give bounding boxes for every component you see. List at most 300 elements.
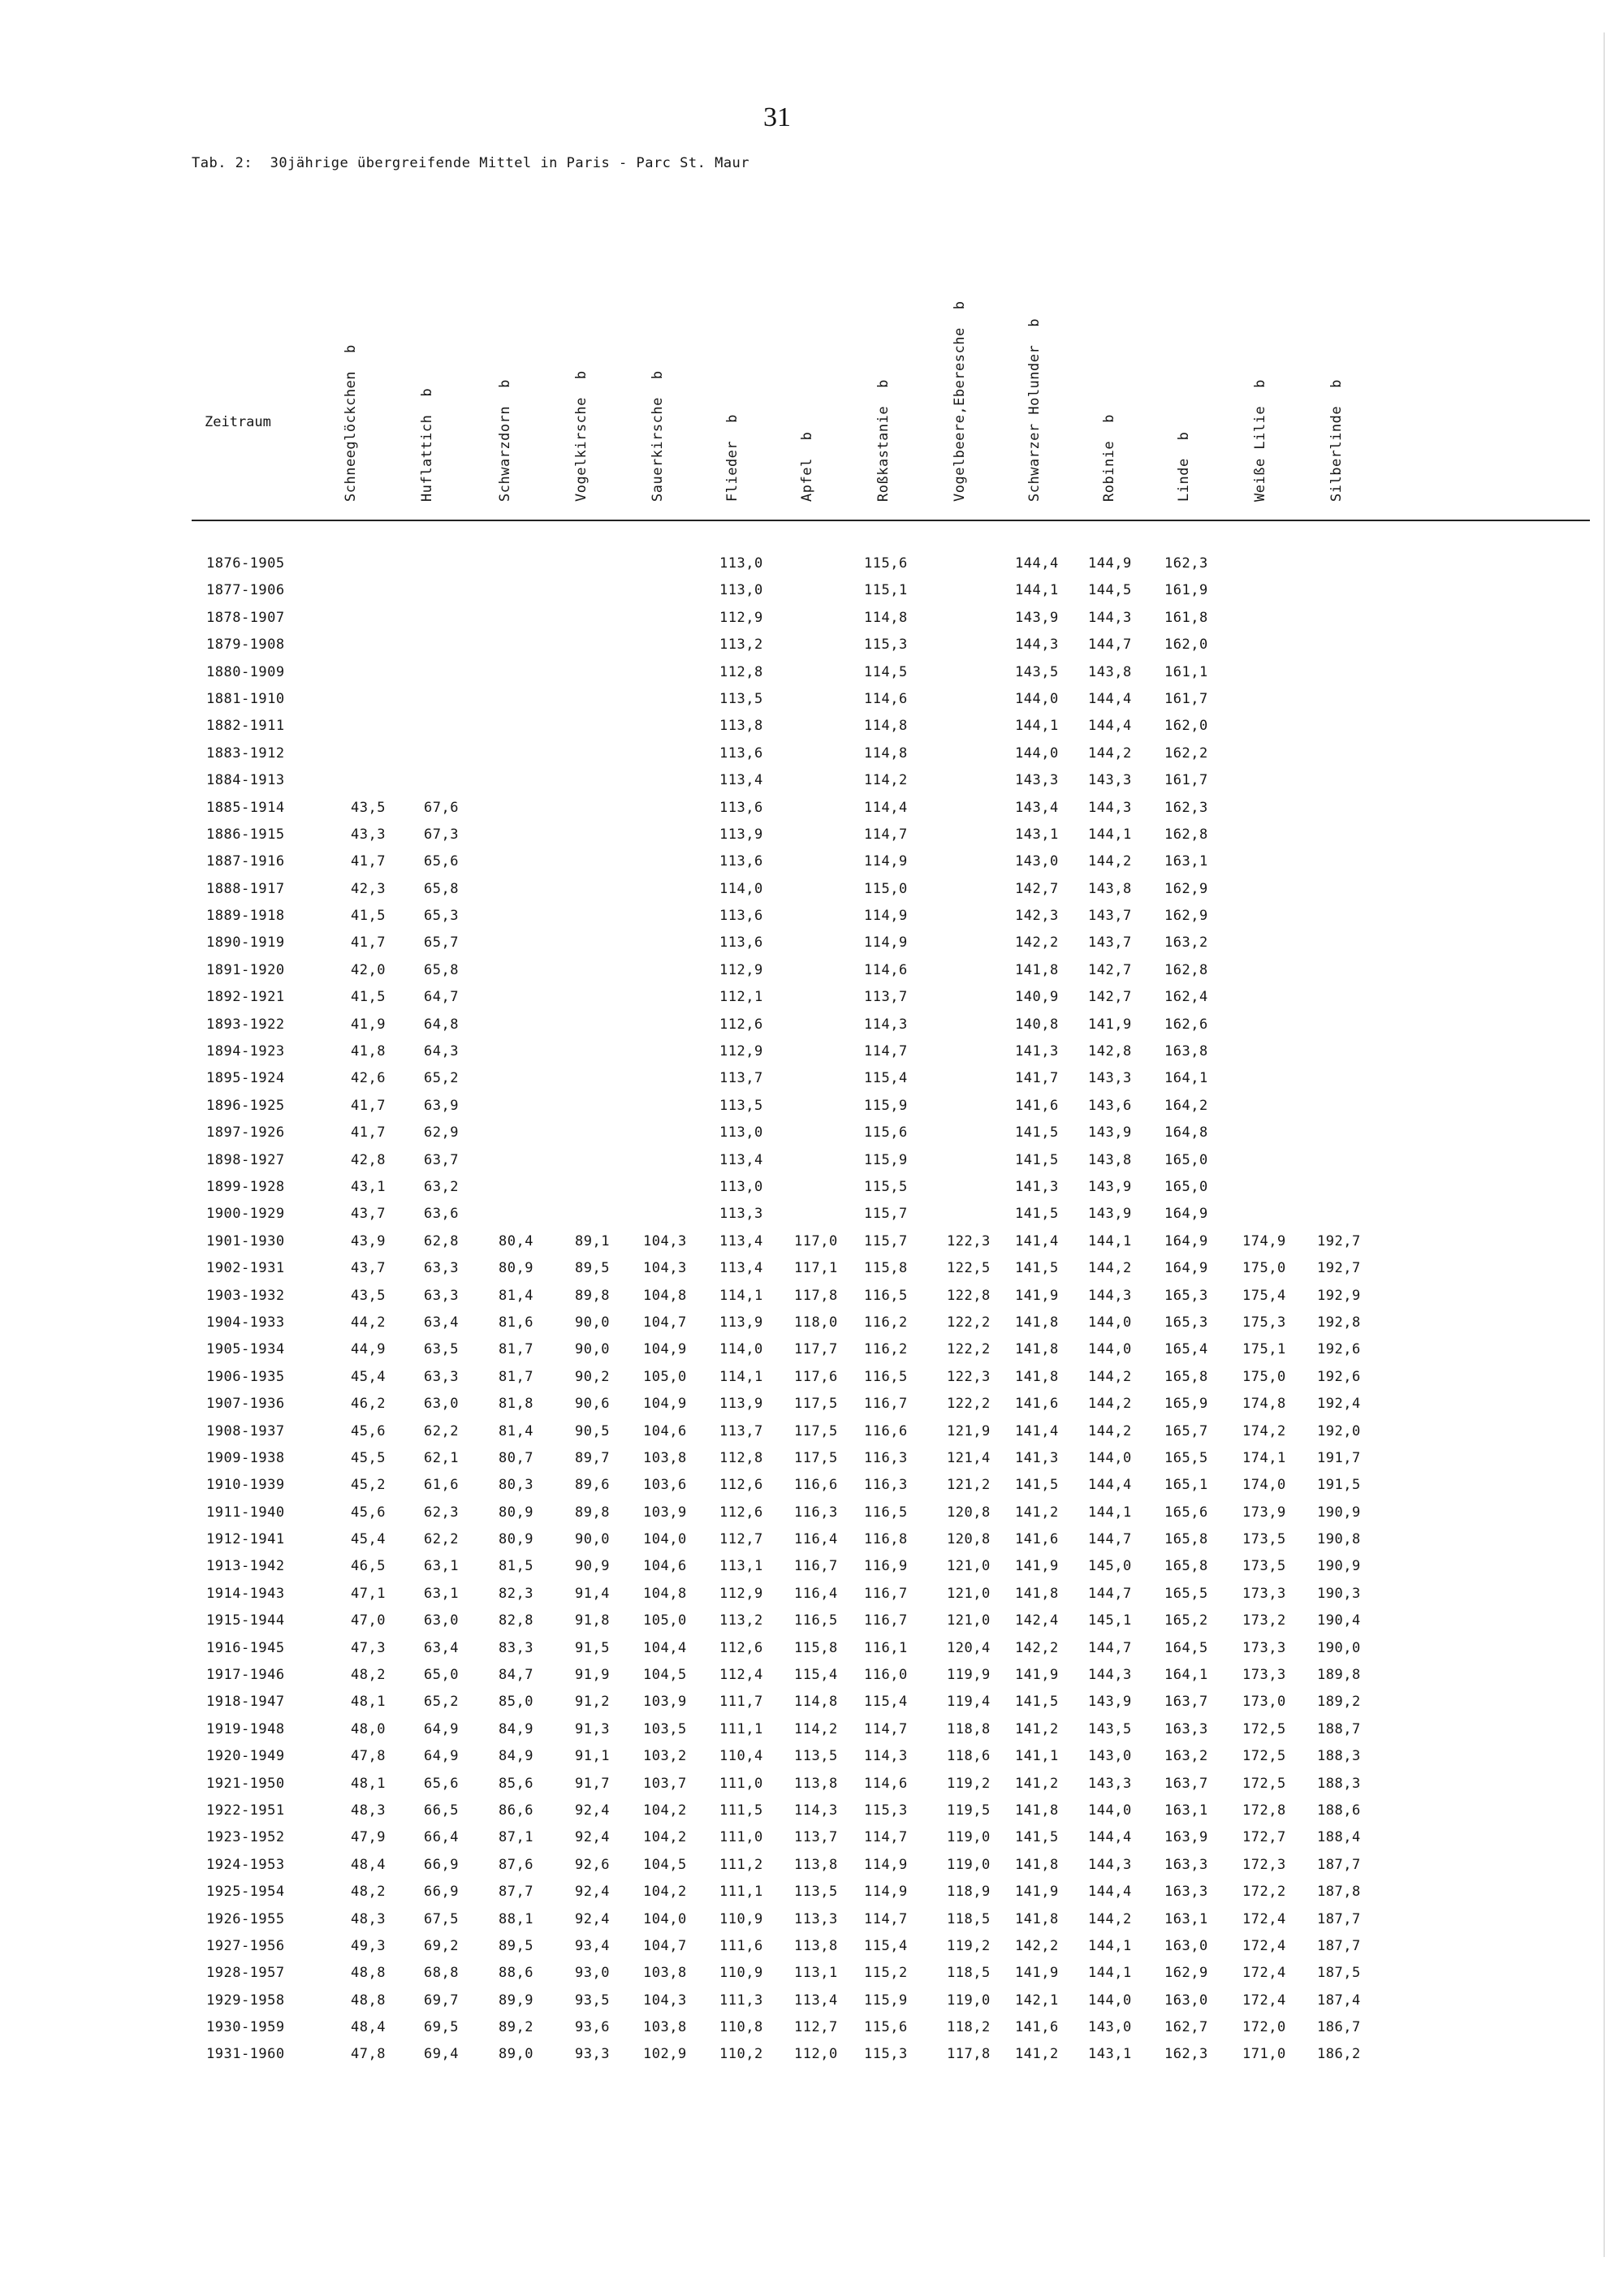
column-header-label: Robinie <box>1101 440 1117 502</box>
table-row <box>0 1558 1624 1585</box>
value-cell-schwarzer_holunder: 141,6 <box>1015 1396 1059 1413</box>
period-cell: 1913-1942 <box>206 1558 285 1575</box>
value-cell-schwarzdorn: 85,0 <box>499 1694 533 1711</box>
value-cell-schwarzdorn: 84,7 <box>499 1667 533 1684</box>
column-header-schneegloeckchen <box>343 344 359 502</box>
table-row <box>0 1423 1624 1450</box>
value-cell-schneegloeckchen: 48,1 <box>351 1775 386 1792</box>
value-cell-silberlinde: 190,9 <box>1317 1558 1361 1575</box>
value-cell-sauerkirsche: 104,5 <box>643 1667 687 1684</box>
value-cell-schwarzer_holunder: 141,8 <box>1015 1585 1059 1602</box>
value-cell-rosskastanie: 114,9 <box>864 1856 908 1873</box>
value-cell-huflattich: 64,3 <box>424 1043 459 1060</box>
value-cell-rosskastanie: 115,3 <box>864 637 908 654</box>
value-cell-huflattich: 65,2 <box>424 1070 459 1087</box>
period-cell: 1905-1934 <box>206 1341 285 1358</box>
value-cell-schwarzdorn: 80,3 <box>499 1477 533 1494</box>
value-cell-rosskastanie: 114,6 <box>864 961 908 978</box>
value-cell-huflattich: 63,3 <box>424 1287 459 1304</box>
value-cell-schneegloeckchen: 42,8 <box>351 1151 386 1168</box>
value-cell-robinie: 143,8 <box>1088 1151 1132 1168</box>
value-cell-schwarzer_holunder: 141,9 <box>1015 1965 1059 1982</box>
value-cell-schwarzdorn: 88,6 <box>499 1965 533 1982</box>
table-row <box>0 718 1624 744</box>
table-row <box>0 664 1624 691</box>
value-cell-robinie: 143,9 <box>1088 1124 1132 1142</box>
value-cell-linde: 164,1 <box>1164 1667 1208 1684</box>
table-row <box>0 555 1624 582</box>
period-cell: 1926-1955 <box>206 1910 285 1927</box>
column-header-label: Schwarzer Holunder <box>1026 344 1043 502</box>
value-cell-vogelbeere: 122,8 <box>947 1287 991 1304</box>
value-cell-flieder: 113,7 <box>719 1422 763 1439</box>
table-title: Tab. 2: 30jährige übergreifende Mittel in Paris - Parc St. Maur <box>192 155 750 171</box>
period-cell: 1925-1954 <box>206 1884 285 1901</box>
value-cell-silberlinde: 190,8 <box>1317 1531 1361 1548</box>
value-cell-vogelbeere: 121,2 <box>947 1477 991 1494</box>
value-cell-flieder: 113,0 <box>719 555 763 572</box>
value-cell-robinie: 144,3 <box>1088 609 1132 626</box>
value-cell-schneegloeckchen: 45,4 <box>351 1368 386 1385</box>
period-cell: 1923-1952 <box>206 1829 285 1846</box>
value-cell-robinie: 143,9 <box>1088 1178 1132 1195</box>
value-cell-flieder: 112,6 <box>719 1016 763 1033</box>
value-cell-schwarzdorn: 81,4 <box>499 1422 533 1439</box>
period-cell: 1882-1911 <box>206 718 285 735</box>
value-cell-schneegloeckchen: 41,5 <box>351 989 386 1006</box>
value-cell-linde: 163,1 <box>1164 853 1208 870</box>
value-cell-linde: 162,9 <box>1164 908 1208 925</box>
value-cell-huflattich: 65,2 <box>424 1694 459 1711</box>
value-cell-huflattich: 66,4 <box>424 1829 459 1846</box>
value-cell-sauerkirsche: 104,3 <box>643 1232 687 1249</box>
column-header-label: Vogelbeere,Eberesche <box>952 327 968 502</box>
value-cell-weisse_lilie: 175,0 <box>1242 1260 1286 1277</box>
table-row <box>0 1857 1624 1884</box>
period-cell: 1890-1919 <box>206 934 285 952</box>
table-row <box>0 1640 1624 1667</box>
value-cell-schwarzer_holunder: 144,0 <box>1015 690 1059 707</box>
value-cell-vogelkirsche: 91,2 <box>575 1694 610 1711</box>
value-cell-silberlinde: 192,7 <box>1317 1232 1361 1249</box>
value-cell-linde: 165,2 <box>1164 1612 1208 1629</box>
value-cell-schwarzer_holunder: 141,5 <box>1015 1694 1059 1711</box>
value-cell-flieder: 113,3 <box>719 1206 763 1223</box>
table-row <box>0 1504 1624 1531</box>
value-cell-schneegloeckchen: 47,9 <box>351 1829 386 1846</box>
table-row <box>0 1992 1624 2019</box>
value-cell-vogelbeere: 119,4 <box>947 1694 991 1711</box>
table-row <box>0 1667 1624 1694</box>
value-cell-schwarzer_holunder: 142,1 <box>1015 1992 1059 2009</box>
table-row <box>0 1965 1624 1992</box>
value-cell-robinie: 144,1 <box>1088 826 1132 843</box>
table-row <box>0 1260 1624 1287</box>
column-header-linde <box>1176 432 1192 502</box>
value-cell-weisse_lilie: 174,8 <box>1242 1396 1286 1413</box>
column-header-vogelkirsche <box>573 370 590 502</box>
value-cell-schneegloeckchen: 44,2 <box>351 1314 386 1331</box>
value-cell-robinie: 142,8 <box>1088 1043 1132 1060</box>
value-cell-vogelbeere: 122,2 <box>947 1341 991 1358</box>
value-cell-vogelbeere: 122,3 <box>947 1232 991 1249</box>
value-cell-vogelkirsche: 92,4 <box>575 1884 610 1901</box>
value-cell-schneegloeckchen: 42,0 <box>351 961 386 978</box>
value-cell-schneegloeckchen: 41,7 <box>351 934 386 952</box>
value-cell-apfel: 117,0 <box>794 1232 838 1249</box>
value-cell-schneegloeckchen: 43,3 <box>351 826 386 843</box>
value-cell-schwarzdorn: 87,1 <box>499 1829 533 1846</box>
value-cell-robinie: 144,3 <box>1088 1667 1132 1684</box>
table-row <box>0 1233 1624 1260</box>
value-cell-apfel: 113,7 <box>794 1829 838 1846</box>
value-cell-flieder: 111,0 <box>719 1775 763 1792</box>
value-cell-linde: 164,9 <box>1164 1232 1208 1249</box>
value-cell-rosskastanie: 115,4 <box>864 1694 908 1711</box>
table-row <box>0 826 1624 853</box>
value-cell-vogelkirsche: 90,6 <box>575 1396 610 1413</box>
value-cell-silberlinde: 188,4 <box>1317 1829 1361 1846</box>
value-cell-schwarzer_holunder: 141,5 <box>1015 1151 1059 1168</box>
value-cell-flieder: 114,1 <box>719 1368 763 1385</box>
table-row <box>0 1016 1624 1043</box>
value-cell-rosskastanie: 113,7 <box>864 989 908 1006</box>
value-cell-linde: 163,7 <box>1164 1694 1208 1711</box>
value-cell-rosskastanie: 115,4 <box>864 1070 908 1087</box>
period-cell: 1894-1923 <box>206 1043 285 1060</box>
column-header-flieder <box>724 414 741 502</box>
period-cell: 1931-1960 <box>206 2046 285 2063</box>
value-cell-vogelbeere: 120,8 <box>947 1504 991 1521</box>
value-cell-linde: 165,8 <box>1164 1368 1208 1385</box>
value-cell-robinie: 144,4 <box>1088 1477 1132 1494</box>
value-cell-rosskastanie: 115,6 <box>864 2019 908 2036</box>
period-cell: 1912-1941 <box>206 1531 285 1548</box>
value-cell-rosskastanie: 116,7 <box>864 1585 908 1602</box>
value-cell-flieder: 111,2 <box>719 1856 763 1873</box>
value-cell-vogelkirsche: 93,5 <box>575 1992 610 2009</box>
value-cell-rosskastanie: 116,2 <box>864 1314 908 1331</box>
value-cell-flieder: 113,4 <box>719 1232 763 1249</box>
period-cell: 1877-1906 <box>206 582 285 599</box>
table-row <box>0 1884 1624 1910</box>
value-cell-silberlinde: 187,7 <box>1317 1910 1361 1927</box>
value-cell-apfel: 117,8 <box>794 1287 838 1304</box>
period-cell: 1911-1940 <box>206 1504 285 1521</box>
value-cell-sauerkirsche: 104,3 <box>643 1260 687 1277</box>
period-cell: 1929-1958 <box>206 1992 285 2009</box>
value-cell-linde: 162,0 <box>1164 637 1208 654</box>
value-cell-rosskastanie: 115,9 <box>864 1151 908 1168</box>
value-cell-sauerkirsche: 104,7 <box>643 1314 687 1331</box>
value-cell-vogelbeere: 119,2 <box>947 1775 991 1792</box>
period-cell: 1878-1907 <box>206 609 285 626</box>
value-cell-robinie: 144,4 <box>1088 718 1132 735</box>
table-row <box>0 637 1624 663</box>
value-cell-rosskastanie: 114,8 <box>864 609 908 626</box>
value-cell-vogelbeere: 121,0 <box>947 1585 991 1602</box>
value-cell-linde: 162,6 <box>1164 1016 1208 1033</box>
column-header-schwarzer_holunder <box>1026 318 1043 502</box>
value-cell-robinie: 144,4 <box>1088 690 1132 707</box>
value-cell-rosskastanie: 115,8 <box>864 1260 908 1277</box>
value-cell-apfel: 116,4 <box>794 1585 838 1602</box>
period-cell: 1900-1929 <box>206 1206 285 1223</box>
value-cell-sauerkirsche: 104,9 <box>643 1396 687 1413</box>
value-cell-rosskastanie: 115,0 <box>864 880 908 897</box>
value-cell-sauerkirsche: 104,2 <box>643 1829 687 1846</box>
value-cell-apfel: 117,7 <box>794 1341 838 1358</box>
value-cell-schwarzer_holunder: 141,2 <box>1015 1720 1059 1737</box>
value-cell-sauerkirsche: 103,6 <box>643 1477 687 1494</box>
value-cell-rosskastanie: 116,3 <box>864 1449 908 1466</box>
value-cell-flieder: 114,1 <box>719 1287 763 1304</box>
column-header-superscript: b <box>497 379 513 388</box>
value-cell-flieder: 113,2 <box>719 637 763 654</box>
column-header-schwarzdorn <box>497 379 513 502</box>
value-cell-robinie: 144,1 <box>1088 1504 1132 1521</box>
value-cell-robinie: 142,7 <box>1088 961 1132 978</box>
period-cell: 1883-1912 <box>206 744 285 762</box>
value-cell-silberlinde: 187,7 <box>1317 1937 1361 1954</box>
value-cell-flieder: 113,5 <box>719 690 763 707</box>
column-header-label: Roßkastanie <box>875 405 892 502</box>
value-cell-flieder: 111,0 <box>719 1829 763 1846</box>
value-cell-vogelkirsche: 91,3 <box>575 1720 610 1737</box>
value-cell-weisse_lilie: 172,5 <box>1242 1775 1286 1792</box>
value-cell-robinie: 143,5 <box>1088 1720 1132 1737</box>
period-cell: 1895-1924 <box>206 1070 285 1087</box>
value-cell-vogelbeere: 118,5 <box>947 1965 991 1982</box>
value-cell-schneegloeckchen: 48,0 <box>351 1720 386 1737</box>
value-cell-vogelkirsche: 91,9 <box>575 1667 610 1684</box>
value-cell-huflattich: 68,8 <box>424 1965 459 1982</box>
value-cell-schneegloeckchen: 43,7 <box>351 1260 386 1277</box>
period-cell: 1908-1937 <box>206 1422 285 1439</box>
period-cell: 1897-1926 <box>206 1124 285 1142</box>
table-row <box>0 1586 1624 1612</box>
value-cell-huflattich: 62,9 <box>424 1124 459 1142</box>
value-cell-linde: 163,0 <box>1164 1937 1208 1954</box>
value-cell-flieder: 111,5 <box>719 1802 763 1819</box>
table-row <box>0 989 1624 1016</box>
value-cell-apfel: 113,5 <box>794 1884 838 1901</box>
value-cell-robinie: 144,0 <box>1088 1314 1132 1331</box>
value-cell-flieder: 113,2 <box>719 1612 763 1629</box>
value-cell-robinie: 144,2 <box>1088 744 1132 762</box>
column-header-label: Weiße Lilie <box>1252 405 1268 502</box>
value-cell-huflattich: 63,1 <box>424 1558 459 1575</box>
value-cell-linde: 163,1 <box>1164 1802 1208 1819</box>
value-cell-vogelbeere: 118,8 <box>947 1720 991 1737</box>
column-header-label: Sauerkirsche <box>650 397 666 502</box>
column-header-silberlinde <box>1328 379 1345 502</box>
value-cell-schneegloeckchen: 48,8 <box>351 1992 386 2009</box>
value-cell-apfel: 117,5 <box>794 1422 838 1439</box>
value-cell-schwarzer_holunder: 141,5 <box>1015 1829 1059 1846</box>
value-cell-sauerkirsche: 102,9 <box>643 2046 687 2063</box>
value-cell-flieder: 113,6 <box>719 934 763 952</box>
value-cell-silberlinde: 191,5 <box>1317 1477 1361 1494</box>
value-cell-weisse_lilie: 172,7 <box>1242 1829 1286 1846</box>
value-cell-linde: 161,8 <box>1164 609 1208 626</box>
value-cell-apfel: 116,6 <box>794 1477 838 1494</box>
value-cell-rosskastanie: 116,5 <box>864 1504 908 1521</box>
column-header-label: Apfel <box>799 458 815 502</box>
value-cell-robinie: 144,1 <box>1088 1232 1132 1249</box>
value-cell-silberlinde: 188,3 <box>1317 1748 1361 1765</box>
value-cell-schwarzer_holunder: 141,6 <box>1015 2019 1059 2036</box>
value-cell-rosskastanie: 116,5 <box>864 1287 908 1304</box>
value-cell-vogelbeere: 119,9 <box>947 1667 991 1684</box>
value-cell-huflattich: 66,9 <box>424 1884 459 1901</box>
value-cell-robinie: 144,1 <box>1088 1937 1132 1954</box>
value-cell-rosskastanie: 114,8 <box>864 744 908 762</box>
value-cell-schwarzdorn: 80,9 <box>499 1531 533 1548</box>
table-row <box>0 1314 1624 1341</box>
column-header-label: Schneeglöckchen <box>343 370 359 502</box>
period-cell: 1886-1915 <box>206 826 285 843</box>
value-cell-weisse_lilie: 173,3 <box>1242 1667 1286 1684</box>
value-cell-silberlinde: 190,9 <box>1317 1504 1361 1521</box>
value-cell-flieder: 110,9 <box>719 1910 763 1927</box>
value-cell-apfel: 117,6 <box>794 1368 838 1385</box>
table-row <box>0 962 1624 989</box>
value-cell-rosskastanie: 114,5 <box>864 663 908 680</box>
value-cell-schwarzdorn: 80,9 <box>499 1260 533 1277</box>
value-cell-flieder: 111,1 <box>719 1720 763 1737</box>
value-cell-schwarzer_holunder: 141,8 <box>1015 1341 1059 1358</box>
value-cell-flieder: 113,0 <box>719 1124 763 1142</box>
value-cell-linde: 163,2 <box>1164 934 1208 952</box>
value-cell-linde: 165,3 <box>1164 1314 1208 1331</box>
value-cell-flieder: 114,0 <box>719 1341 763 1358</box>
value-cell-linde: 161,1 <box>1164 663 1208 680</box>
value-cell-sauerkirsche: 103,9 <box>643 1504 687 1521</box>
value-cell-sauerkirsche: 104,0 <box>643 1910 687 1927</box>
value-cell-weisse_lilie: 174,1 <box>1242 1449 1286 1466</box>
value-cell-robinie: 144,1 <box>1088 1965 1132 1982</box>
value-cell-schneegloeckchen: 41,8 <box>351 1043 386 1060</box>
value-cell-linde: 163,1 <box>1164 1910 1208 1927</box>
value-cell-vogelbeere: 118,2 <box>947 2019 991 2036</box>
value-cell-flieder: 112,6 <box>719 1477 763 1494</box>
value-cell-schneegloeckchen: 46,2 <box>351 1396 386 1413</box>
value-cell-silberlinde: 192,7 <box>1317 1260 1361 1277</box>
value-cell-robinie: 144,9 <box>1088 555 1132 572</box>
value-cell-schwarzdorn: 89,2 <box>499 2019 533 2036</box>
period-cell: 1891-1920 <box>206 961 285 978</box>
value-cell-vogelkirsche: 91,8 <box>575 1612 610 1629</box>
column-header-superscript: b <box>952 300 968 310</box>
period-cell: 1906-1935 <box>206 1368 285 1385</box>
table-row <box>0 1043 1624 1070</box>
value-cell-linde: 163,7 <box>1164 1775 1208 1792</box>
value-cell-schwarzer_holunder: 141,8 <box>1015 1314 1059 1331</box>
period-cell: 1885-1914 <box>206 799 285 816</box>
value-cell-rosskastanie: 114,7 <box>864 1829 908 1846</box>
value-cell-robinie: 144,0 <box>1088 1992 1132 2009</box>
value-cell-robinie: 143,8 <box>1088 880 1132 897</box>
value-cell-schwarzdorn: 84,9 <box>499 1720 533 1737</box>
value-cell-linde: 165,6 <box>1164 1504 1208 1521</box>
value-cell-schwarzer_holunder: 141,3 <box>1015 1449 1059 1466</box>
table-row <box>0 1694 1624 1720</box>
value-cell-flieder: 113,7 <box>719 1070 763 1087</box>
value-cell-apfel: 114,2 <box>794 1720 838 1737</box>
value-cell-apfel: 116,5 <box>794 1612 838 1629</box>
period-cell: 1909-1938 <box>206 1449 285 1466</box>
value-cell-schwarzer_holunder: 143,9 <box>1015 609 1059 626</box>
value-cell-schneegloeckchen: 45,6 <box>351 1504 386 1521</box>
value-cell-sauerkirsche: 103,7 <box>643 1775 687 1792</box>
value-cell-vogelbeere: 119,5 <box>947 1802 991 1819</box>
row-header-label: Zeitraum <box>205 414 271 430</box>
column-header-rosskastanie <box>875 379 892 502</box>
table-row <box>0 853 1624 880</box>
table-row <box>0 1070 1624 1097</box>
value-cell-robinie: 144,7 <box>1088 1639 1132 1656</box>
value-cell-robinie: 143,1 <box>1088 2046 1132 2063</box>
value-cell-robinie: 144,2 <box>1088 1422 1132 1439</box>
table-row <box>0 908 1624 934</box>
table-row <box>0 934 1624 961</box>
column-header-label: Linde <box>1176 458 1192 502</box>
value-cell-schneegloeckchen: 48,8 <box>351 1965 386 1982</box>
value-cell-schwarzer_holunder: 143,4 <box>1015 799 1059 816</box>
value-cell-apfel: 113,8 <box>794 1856 838 1873</box>
value-cell-robinie: 143,8 <box>1088 663 1132 680</box>
value-cell-sauerkirsche: 103,9 <box>643 1694 687 1711</box>
value-cell-schwarzer_holunder: 141,3 <box>1015 1043 1059 1060</box>
value-cell-robinie: 144,4 <box>1088 1884 1132 1901</box>
value-cell-silberlinde: 192,6 <box>1317 1341 1361 1358</box>
value-cell-schneegloeckchen: 45,4 <box>351 1531 386 1548</box>
table-row <box>0 1776 1624 1802</box>
value-cell-huflattich: 63,0 <box>424 1396 459 1413</box>
value-cell-apfel: 112,7 <box>794 2019 838 2036</box>
value-cell-vogelbeere: 119,0 <box>947 1856 991 1873</box>
value-cell-rosskastanie: 116,1 <box>864 1639 908 1656</box>
value-cell-flieder: 113,1 <box>719 1558 763 1575</box>
value-cell-linde: 162,3 <box>1164 799 1208 816</box>
table-row <box>0 1206 1624 1232</box>
value-cell-apfel: 114,8 <box>794 1694 838 1711</box>
value-cell-rosskastanie: 114,9 <box>864 853 908 870</box>
column-header-superscript: b <box>1252 379 1268 388</box>
value-cell-silberlinde: 191,7 <box>1317 1449 1361 1466</box>
period-cell: 1915-1944 <box>206 1612 285 1629</box>
table-row <box>0 1829 1624 1856</box>
value-cell-schwarzer_holunder: 141,9 <box>1015 1667 1059 1684</box>
table-row <box>0 1721 1624 1748</box>
value-cell-schneegloeckchen: 49,3 <box>351 1937 386 1954</box>
period-cell: 1880-1909 <box>206 663 285 680</box>
value-cell-weisse_lilie: 172,4 <box>1242 1992 1286 2009</box>
value-cell-huflattich: 62,1 <box>424 1449 459 1466</box>
value-cell-robinie: 144,3 <box>1088 1856 1132 1873</box>
value-cell-vogelkirsche: 91,4 <box>575 1585 610 1602</box>
value-cell-silberlinde: 189,8 <box>1317 1667 1361 1684</box>
value-cell-sauerkirsche: 104,8 <box>643 1287 687 1304</box>
value-cell-sauerkirsche: 103,2 <box>643 1748 687 1765</box>
value-cell-linde: 163,0 <box>1164 1992 1208 2009</box>
value-cell-rosskastanie: 116,7 <box>864 1612 908 1629</box>
value-cell-linde: 163,9 <box>1164 1829 1208 1846</box>
value-cell-huflattich: 69,2 <box>424 1937 459 1954</box>
period-cell: 1876-1905 <box>206 555 285 572</box>
value-cell-linde: 162,7 <box>1164 2019 1208 2036</box>
